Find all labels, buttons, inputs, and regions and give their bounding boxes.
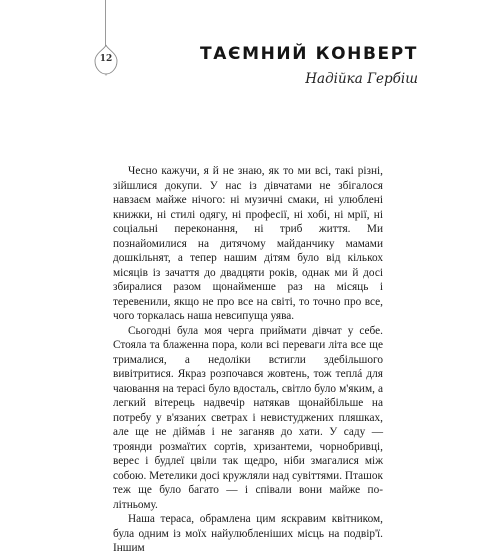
chapter-title: ТАЄМНИЙ КОНВЕРТ: [200, 44, 418, 64]
chapter-author: Надійка Гербіш: [305, 71, 418, 87]
body-text: [113, 164, 383, 556]
paragraph: Чесно кажучи, я й не знаю, як то ми всі, такі різні, зійшлися докупи. У нас із дівчатами не збігалося навзаєм майже нічого: ні музичні смаки, ні улюблені книжки, ні стилі одягу, ні професії, ні хобі, ні мрії, ні соціальні переконання, ні триб життя. Ми познайомилися на дитячому майданчику мамами дошкільнят, а тепер нашим дітям було від кількох місяців із зачаття до двадцяти років, однак ми й досі збиралися разом щонайменше раз на місяць і теревенили, якщо не про все на світі, то точно про все, чого торкалась наша невсипуща уява.: [113, 165, 383, 322]
page-number-ribbon: [105, 0, 106, 46]
paragraph: Наша тераса, обрамлена цим яскравим квітником, була одним із моїх найулюбленіших місць на подвір'ї. Іншим: [113, 513, 383, 554]
page-number: 12: [99, 54, 113, 64]
paragraph: Сьогодні була моя черга приймати дівчат у себе. Стояла та блаженна пора, коли всі переваги літа все ще трималися, а недоліки встигли здебільшого вивітритися. Якраз розпочався жовтень, тож теплá для чаювання на терасі було вдосталь, світло було м'яким, а легкий вітерець надвечір натякав щонайбільше на потребу у в'язаних светрах і невистуджених пляшках, але ще не дійма́в і не заганяв до хати. У саду — троянди розмаїтих сортів, хризантеми, чорнобривці, верес і будлеї цвіли так щедро, ніби змагалися між собою. Метелики досі кружляли над сувіттями. Пташок теж ще було багато — і співали вони майже по-літньому.: [113, 324, 383, 511]
